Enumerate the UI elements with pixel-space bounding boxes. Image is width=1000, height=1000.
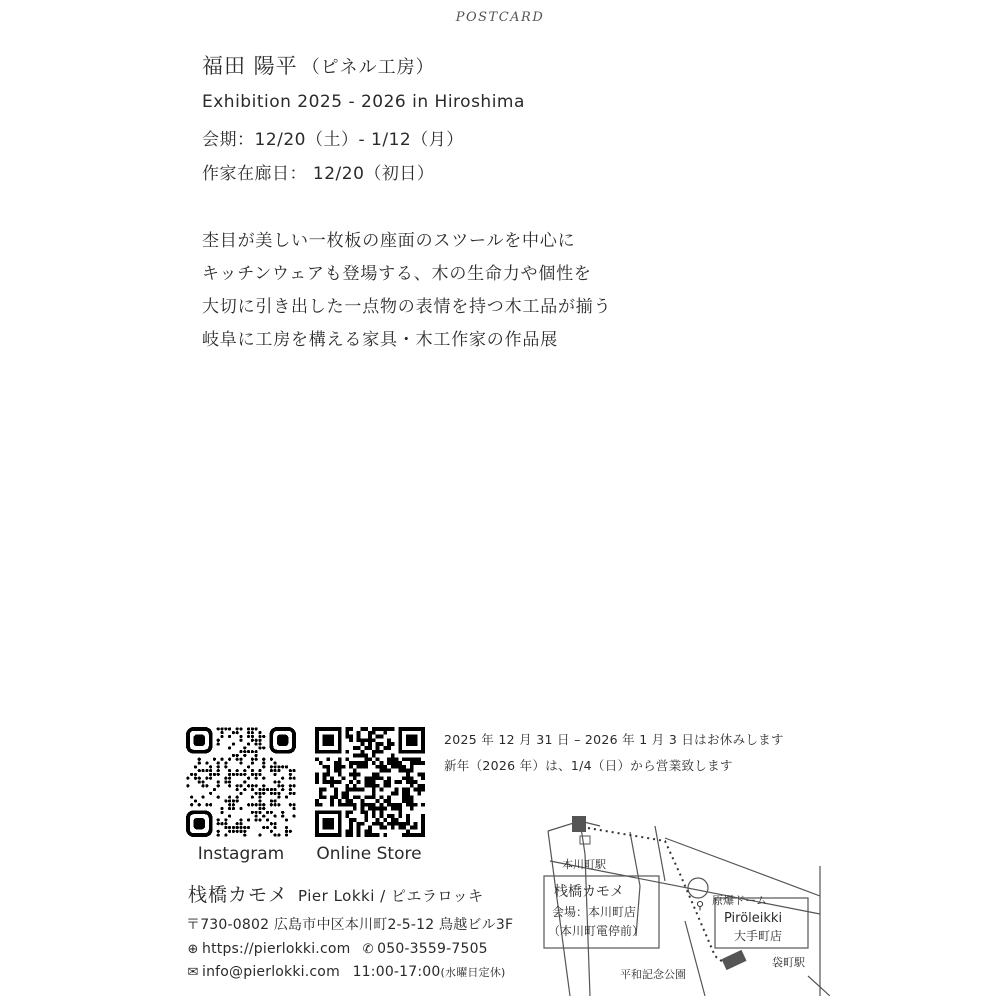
map-station-fukuro: 袋町駅 bbox=[772, 956, 805, 969]
access-map bbox=[540, 806, 830, 996]
description-line-1: 杢目が美しい一枚板の座面のスツールを中心に bbox=[202, 231, 576, 251]
phone-icon: ✆ bbox=[362, 942, 374, 957]
shop-name-en: Pier Lokki / ピエラロッキ bbox=[298, 887, 484, 905]
map-store2-branch: 大手町店 bbox=[734, 929, 783, 943]
map-store2-name: Piröleikki bbox=[724, 911, 783, 926]
artist-name: 福田 陽平 bbox=[202, 54, 298, 78]
map-venue-line1: 会場：本川町店 bbox=[552, 905, 637, 919]
map-street bbox=[630, 832, 640, 936]
map-street bbox=[808, 976, 830, 996]
globe-icon: ⊕ bbox=[187, 942, 199, 957]
map-drawing bbox=[540, 806, 830, 996]
opening-hours: 11:00-17:00 bbox=[352, 964, 441, 980]
online-store-qr-code[interactable] bbox=[315, 727, 425, 837]
instagram-qr-code[interactable] bbox=[186, 727, 296, 837]
description-line-3: 大切に引き出した一点物の表情を持つ木工品が揃う bbox=[202, 297, 612, 317]
closed-day: (水曜日定休) bbox=[440, 966, 506, 979]
new-year-notice: 新年（2026 年）は、1/4（日）から営業致します bbox=[444, 758, 733, 773]
shop-name bbox=[188, 880, 484, 907]
phone-number[interactable]: 050-3559-7505 bbox=[377, 941, 488, 957]
website-link[interactable]: https://pierlokki.com bbox=[202, 941, 351, 957]
dome-marker bbox=[688, 878, 708, 898]
mail-icon: ✉ bbox=[187, 965, 199, 980]
map-venue-name: 栈橋カモメ bbox=[554, 884, 624, 900]
map-venue-line2: （本川町電停前） bbox=[548, 924, 645, 938]
map-street bbox=[685, 921, 705, 996]
artist-heading bbox=[202, 50, 435, 80]
holiday-notice: 2025 年 12 月 31 日 – 2026 年 1 月 3 日はお休みします bbox=[444, 732, 784, 747]
postcard-label: POSTCARD bbox=[455, 10, 545, 25]
exhibition-title: Exhibition 2025 - 2026 in Hiroshima bbox=[202, 92, 525, 112]
email-link[interactable]: info@pierlokki.com bbox=[202, 964, 340, 980]
walker-icon: ⚲ bbox=[696, 899, 705, 912]
station-marker bbox=[580, 836, 590, 844]
map-station-honkawa: 本川町駅 bbox=[562, 858, 606, 871]
store2-building bbox=[721, 950, 746, 970]
online-store-label: Online Store bbox=[316, 844, 422, 864]
map-park-label: 平和記念公園 bbox=[620, 968, 686, 981]
contact-line-2 bbox=[186, 964, 506, 980]
contact-line-1 bbox=[186, 941, 488, 957]
shop-address: 〒730-0802 広島市中区本川町2-5-12 鳥越ビル3F bbox=[186, 917, 514, 933]
map-dome-label: 原爆ドーム bbox=[712, 894, 767, 907]
artist-studio: （ピネル工房） bbox=[301, 57, 435, 78]
instagram-label: Instagram bbox=[197, 844, 285, 864]
exhibition-period: 会期：12/20（土）- 1/12（月） bbox=[202, 130, 464, 150]
description-line-2: キッチンウェアも登場する、木の生命力や個性を bbox=[202, 264, 592, 284]
artist-present-date: 作家在廊日： 12/20（初日） bbox=[202, 164, 435, 184]
description-line-4: 岐阜に工房を構える家具・木工作家の作品展 bbox=[202, 330, 558, 350]
venue-building bbox=[572, 816, 586, 832]
map-street bbox=[655, 826, 665, 881]
shop-name-jp: 栈橋カモメ bbox=[188, 884, 289, 906]
